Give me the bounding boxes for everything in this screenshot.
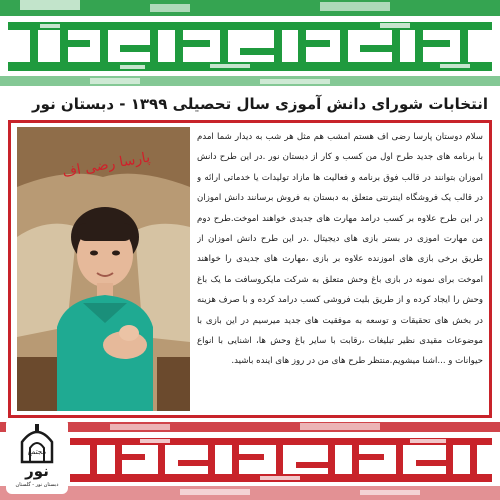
article-body: سلام دوستان پارسا رضی اف هستم امشب هم مثل هر شب به دیدار شما امدم با برنامه های جدید طرح اول من کسب و کار از دبستان نور .در این طرح دانش اموزان بتوانند در قالب فوق برنامه و فعالیت ها مازاد تولیدات یا خدماتی ارائه و در قالب یک فروشگاه اینترنتی متعلق به دبستان به فروش برسانند دانش اموزان در این طرح علاوه بر کسب درامد مهارت های جدیدی خواهند اموخت.طرح دوم من مهارت اموزی در بستر بازی های دیجیتال .در این طرح دانش اموزان از طریق برخی بازی های اموزنده علاوه بر بازی ،مهارت های جدیدی را خواهند اموخت برای نمونه در بازی باغ وحش متعلق به شرکت مایکروسافت ما یک باغ وحش را ایجاد کرده و از طریق بلیت فروشی کسب درامد کرده و با صرف هزینه در بخش های تحقیقات و توسعه به موفقیت های جدید میرسیم در این بازی با موضوعات مقیدی نظیر تبلیغات ،رقابت با سایر باغ وحش ها، اشنایی با انواع حیوانات و ...اشنا میشویم.منتظر طرح های من در روز های اینده باشید.	[197, 132, 483, 367]
top-calligraphy-banner	[0, 0, 500, 90]
title-bar	[0, 92, 500, 116]
logo-label-bottom: دبستان نور - گلستان	[15, 482, 59, 488]
school-dome-icon	[6, 418, 68, 466]
photo-caption: پارسا رضی اف	[61, 149, 152, 181]
red-kufic-pattern	[0, 422, 500, 500]
school-logo	[6, 418, 68, 494]
logo-label-top: مجتمع	[27, 448, 47, 456]
page-title: انتخابات شورای دانش آموزی سال تحصیلی ۱۳۹۹ - دبستان نور	[32, 95, 488, 113]
green-kufic-pattern	[0, 0, 500, 90]
logo-label-main: نور	[25, 462, 49, 480]
boy-portrait-illustration	[17, 127, 190, 411]
student-photo	[17, 127, 190, 411]
bottom-calligraphy-banner	[0, 422, 500, 500]
article-card	[8, 120, 492, 418]
